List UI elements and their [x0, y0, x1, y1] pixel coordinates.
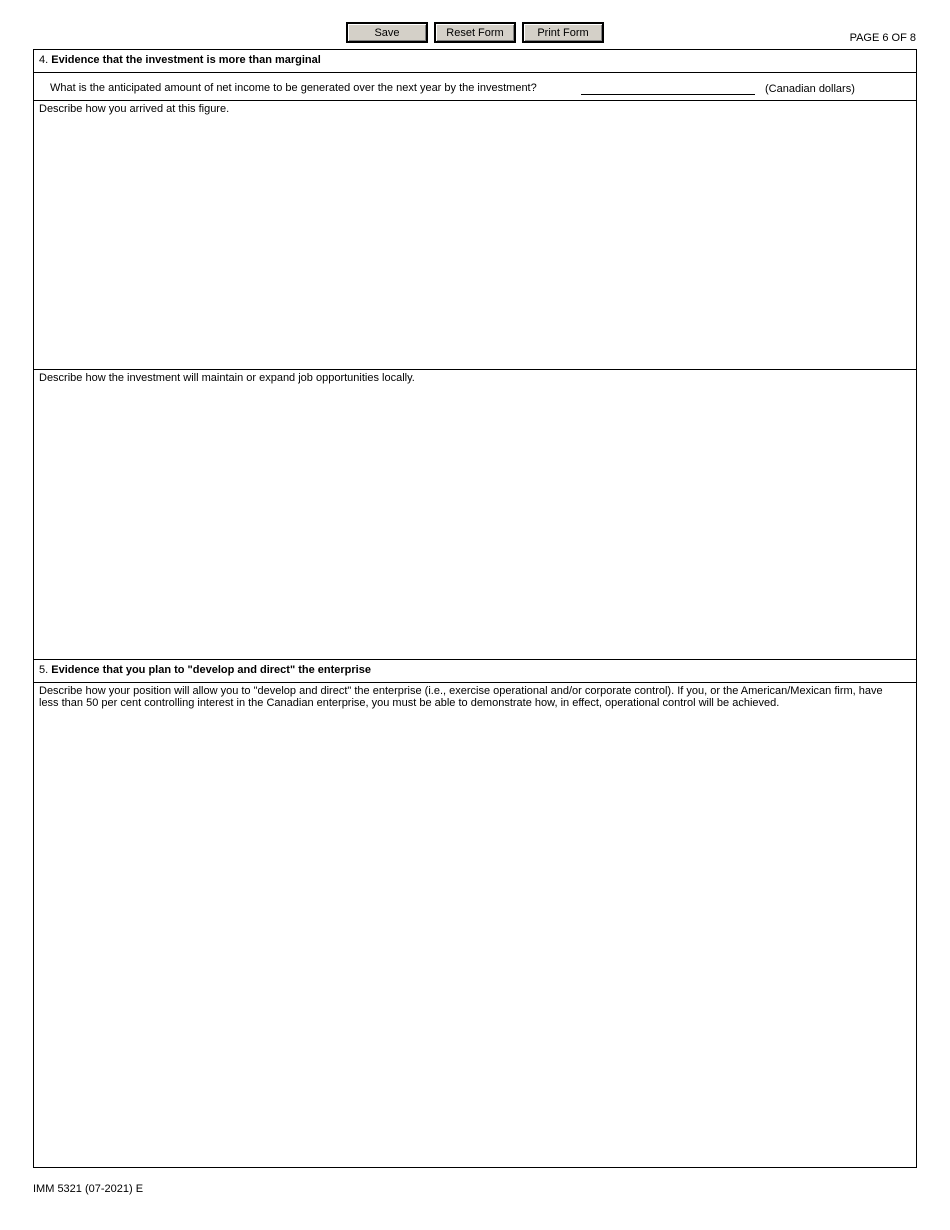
section-4-number: 4.: [39, 54, 49, 66]
print-form-button[interactable]: Print Form: [522, 22, 604, 43]
income-question-label: What is the anticipated amount of net income to be generated over the next year by the investment?: [50, 82, 537, 94]
describe-position-textarea[interactable]: [36, 713, 914, 1165]
describe-position-label: Describe how your position will allow you to "develop and direct" the enterprise (i.e., exercise operational and/or corporate control). If you, or the American/Mexican firm, have less than 50 per cent controlling interest in the Canadian enterprise, you must be able to demonstrate how, in effect, operational control will be achieved.: [39, 685, 883, 709]
income-unit-label: (Canadian dollars): [765, 83, 855, 95]
form-toolbar: [346, 22, 604, 43]
reset-form-button[interactable]: Reset Form: [434, 22, 516, 43]
income-question-row: [34, 50, 916, 100]
section-5-title: Evidence that you plan to "develop and direct" the enterprise: [51, 664, 371, 676]
describe-jobs-box: [34, 370, 916, 659]
section-5-number: 5.: [39, 664, 49, 676]
describe-jobs-label: Describe how the investment will maintain or expand job opportunities locally.: [39, 372, 415, 384]
section-4-title: Evidence that the investment is more than marginal: [51, 54, 321, 66]
describe-figure-textarea[interactable]: [36, 117, 914, 367]
page-indicator: PAGE 6 OF 8: [849, 32, 916, 44]
describe-figure-box: [34, 101, 916, 369]
describe-figure-label: Describe how you arrived at this figure.: [39, 103, 230, 115]
form-code: IMM 5321 (07-2021) E: [33, 1183, 144, 1195]
form-body: [33, 49, 917, 1168]
describe-jobs-textarea[interactable]: [36, 386, 914, 657]
describe-position-box: [34, 683, 916, 1167]
net-income-field[interactable]: [581, 80, 755, 95]
section-5-header: [34, 660, 916, 682]
save-button[interactable]: Save: [346, 22, 428, 43]
